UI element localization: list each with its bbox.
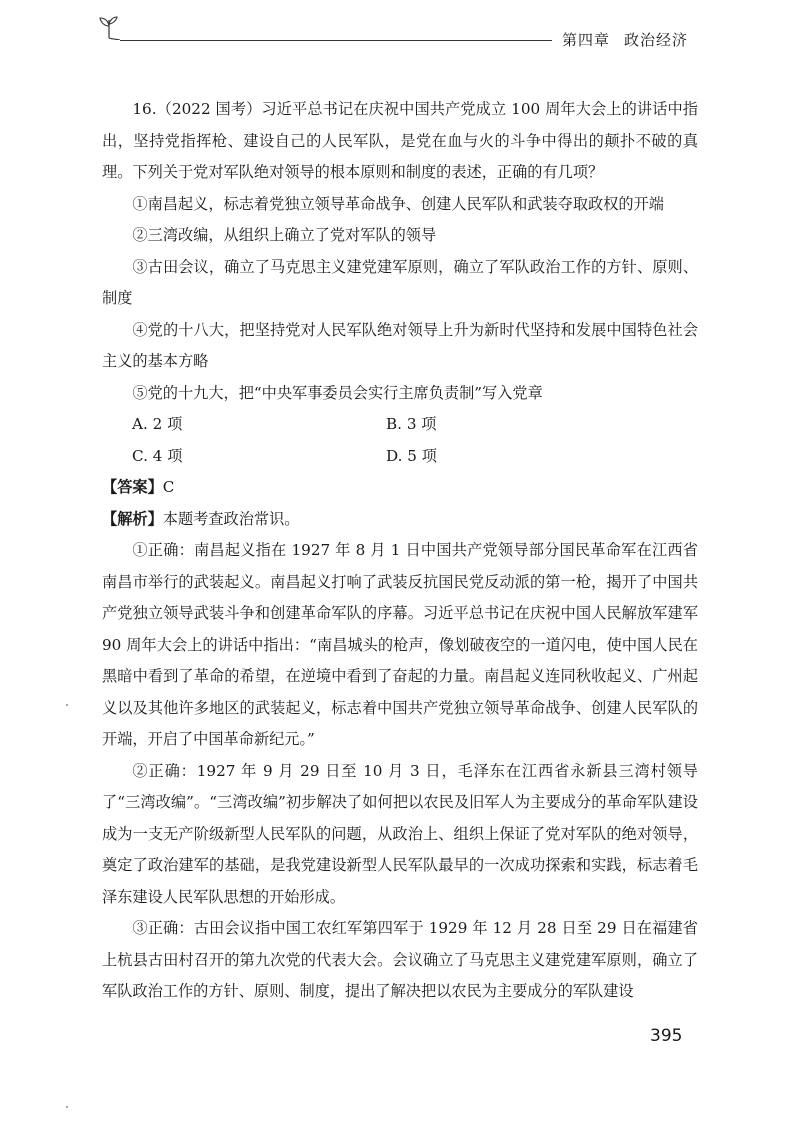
running-header <box>562 29 688 50</box>
page-content <box>102 94 698 1008</box>
statement-4: ④党的十八大，把坚持党对人民军队绝对领导上升为新时代坚持和发展中国特色社会主义的基本方略 <box>102 320 698 370</box>
chapter-label: 第四章 <box>562 31 611 49</box>
statement-2: ②三湾改编，从组织上确立了党对军队的领导 <box>132 226 437 244</box>
leaf-ornament-icon <box>96 14 122 40</box>
options-row-1 <box>102 409 698 441</box>
section-label: 政治经济 <box>624 31 689 49</box>
analysis-intro: 本题考查政治常识。 <box>162 509 300 528</box>
analysis-paragraph-2: ②正确：1927 年 9 月 29 日至 10 月 3 日，毛泽东在江西省永新县三湾村领导了“三湾改编”。“三湾改编”初步解决了如何把以农民及旧军人为主要成分的革命军队建设成为一支无产阶级新型人民军队的问题，从政治上、组织上保证了党对军队的绝对领导，奠定了政治建军的基础，是我党建设新型人民军队最早的一次成功探索和实践，标志着毛泽东建设人民军队思想的开始形成。 <box>102 761 698 906</box>
page-number: 395 <box>650 1026 683 1046</box>
scan-mark <box>66 1106 68 1108</box>
question-stem: 16.（2022 国考）习近平总书记在庆祝中国共产党成立 100 周年大会上的讲话中指出，坚持党指挥枪、建设自己的人民军队，是党在血与火的斗争中得出的颠扑不破的真理。下列关于党对军队绝对领导的根本原则和制度的表述，正确的有几项？ <box>102 100 698 181</box>
scan-mark <box>66 704 68 706</box>
option-a: A. 2 项 <box>132 415 183 433</box>
answer-tag: 【答案】 <box>102 478 163 496</box>
answer-value: C <box>162 478 175 496</box>
statement-5: ⑤党的十九大，把“中央军事委员会实行主席负责制”写入党章 <box>132 383 543 402</box>
option-d: D. 5 项 <box>386 446 437 465</box>
analysis-tag: 【解析】 <box>102 509 163 528</box>
statement-1: ①南昌起义，标志着党独立领导革命战争、创建人民军队和武装夺取政权的开端 <box>132 194 664 213</box>
option-c: C. 4 项 <box>132 446 183 465</box>
analysis-line <box>102 504 698 536</box>
header-rule <box>120 40 552 41</box>
analysis-paragraph-3: ③正确：古田会议指中国工农红军第四军于 1929 年 12 月 28 日至 29 日在福建省上杭县古田村召开的第九次党的代表大会。会议确立了马克思主义建党建军原则，确立了军队政治工作的方针、原则、制度，提出了解决把以农民为主要成分的军队建设 <box>102 919 698 1000</box>
statement-3: ③古田会议，确立了马克思主义建党建军原则，确立了军队政治工作的方针、原则、制度 <box>102 257 698 307</box>
analysis-paragraph-1: ①正确：南昌起义指在 1927 年 8 月 1 日中国共产党领导部分国民革命军在江西省南昌市举行的武装起义。南昌起义打响了武装反抗国民党反动派的第一枪，揭开了中国共产党独立领导武装斗争和创建革命军队的序幕。习近平总书记在庆祝中国人民解放军建军 90 周年大会上的讲话中指出：“南昌城头的枪声，像划破夜空的一道闪电，使中国人民在黑暗中看到了革命的希望，在逆境中看到了奋起的力量。南昌起义连同秋收起义、广州起义以及其他许多地区的武装起义，标志着中国共产党独立领导革命战争、创建人民军队的开端，开启了中国革命新纪元。” <box>102 541 698 748</box>
option-b: B. 3 项 <box>386 415 437 433</box>
options-row-2 <box>102 441 698 473</box>
answer-line <box>102 472 698 504</box>
